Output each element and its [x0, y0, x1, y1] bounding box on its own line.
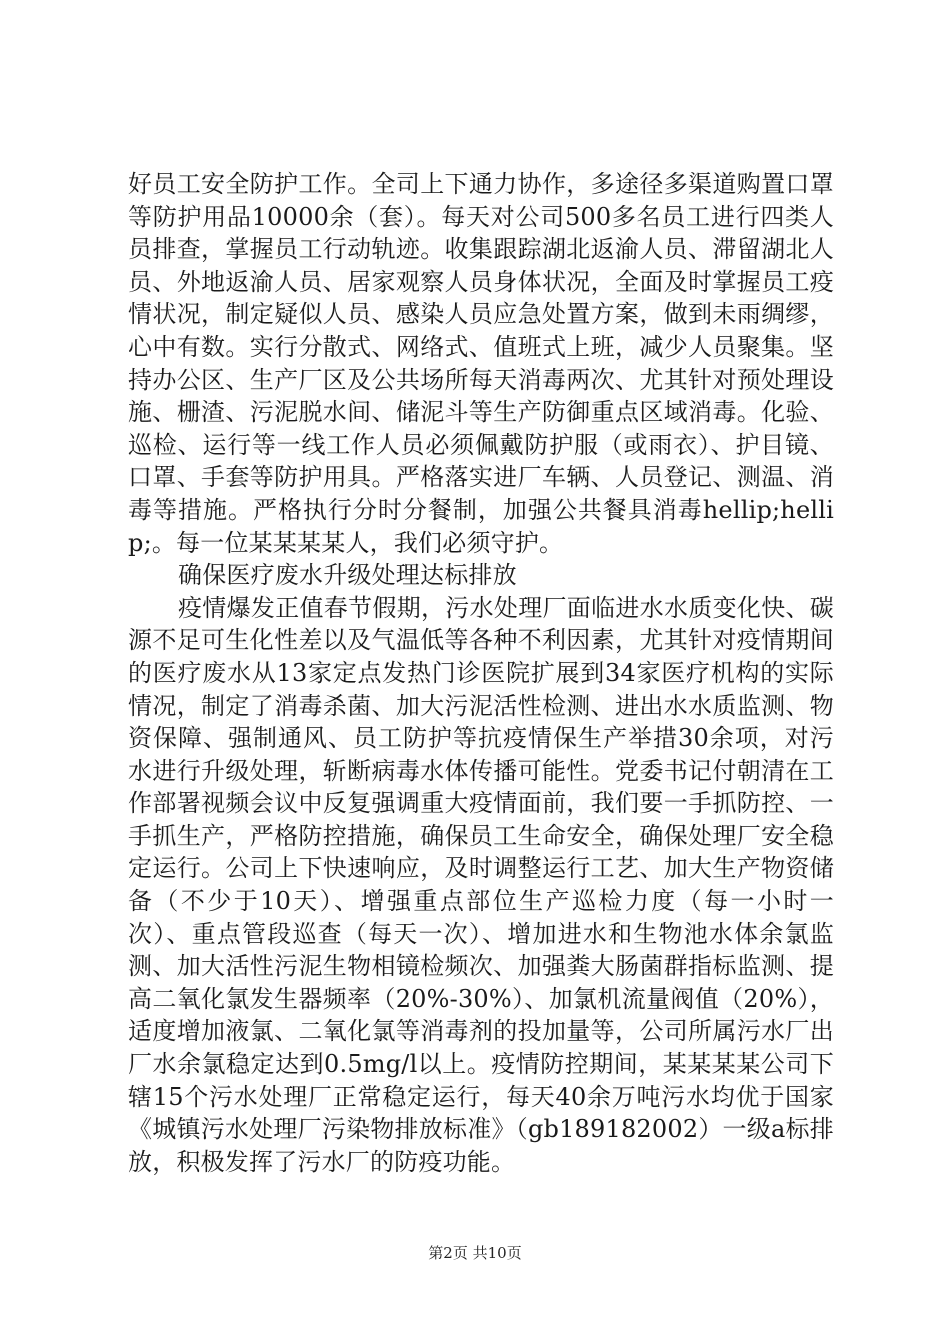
- document-body: [128, 168, 834, 1178]
- paragraph-body: 疫情爆发正值春节假期，污水处理厂面临进水水质变化快、碳源不足可生化性差以及气温低等各种不利因素，尤其针对疫情期间的医疗废水从13家定点发热门诊医院扩展到34家医疗机构的实际情况，制定了消毒杀菌、加大污泥活性检测、进出水水质监测、物资保障、强制通风、员工防护等抗疫情保生产举措30余项，对污水进行升级处理，斩断病毒水体传播可能性。党委书记付朝清在工作部署视频会议中反复强调重大疫情面前，我们要一手抓防控、一手抓生产，严格防控措施，确保员工生命安全，确保处理厂安全稳定运行。公司上下快速响应，及时调整运行工艺、加大生产物资储备（不少于10天）、增强重点部位生产巡检力度（每一小时一次）、重点管段巡查（每天一次）、增加进水和生物池水体余氯监测、加大活性污泥生物相镜检频次、加强粪大肠菌群指标监测、提高二氧化氯发生器频率（20%-30%）、加氯机流量阀值（20%），适度增加液氯、二氧化氯等消毒剂的投加量等，公司所属污水厂出厂水余氯稳定达到0.5mg/l以上。疫情防控期间，某某某某公司下辖15个污水处理厂正常稳定运行，每天40余万吨污水均优于国家《城镇污水处理厂污染物排放标准》（gb189182002）一级a标排放，积极发挥了污水厂的防疫功能。: [128, 593, 834, 1176]
- section-heading: 确保医疗废水升级处理达标排放: [178, 561, 517, 590]
- page-number-footer: 第2页 共10页: [428, 1244, 522, 1262]
- paragraph-continuation: 好员工安全防护工作。全司上下通力协作，多途径多渠道购置口罩等防护用品10000余（套）。每天对公司500多名员工进行四类人员排查，掌握员工行动轨迹。收集跟踪湖北返渝人员、滞留湖北人员、外地返渝人员、居家观察人员身体状况，全面及时掌握员工疫情状况，制定疑似人员、感染人员应急处置方案，做到未雨绸缪，心中有数。实行分散式、网络式、值班式上班，减少人员聚集。坚持办公区、生产厂区及公共场所每天消毒两次、尤其针对预处理设施、栅渣、污泥脱水间、储泥斗等生产防御重点区域消毒。化验、巡检、运行等一线工作人员必须佩戴防护服（或雨衣）、护目镜、口罩、手套等防护用具。严格落实进厂车辆、人员登记、测温、消毒等措施。严格执行分时分餐制，加强公共餐具消毒hellip;hellip;。每一位某某某某人，我们必须守护。: [128, 170, 834, 557]
